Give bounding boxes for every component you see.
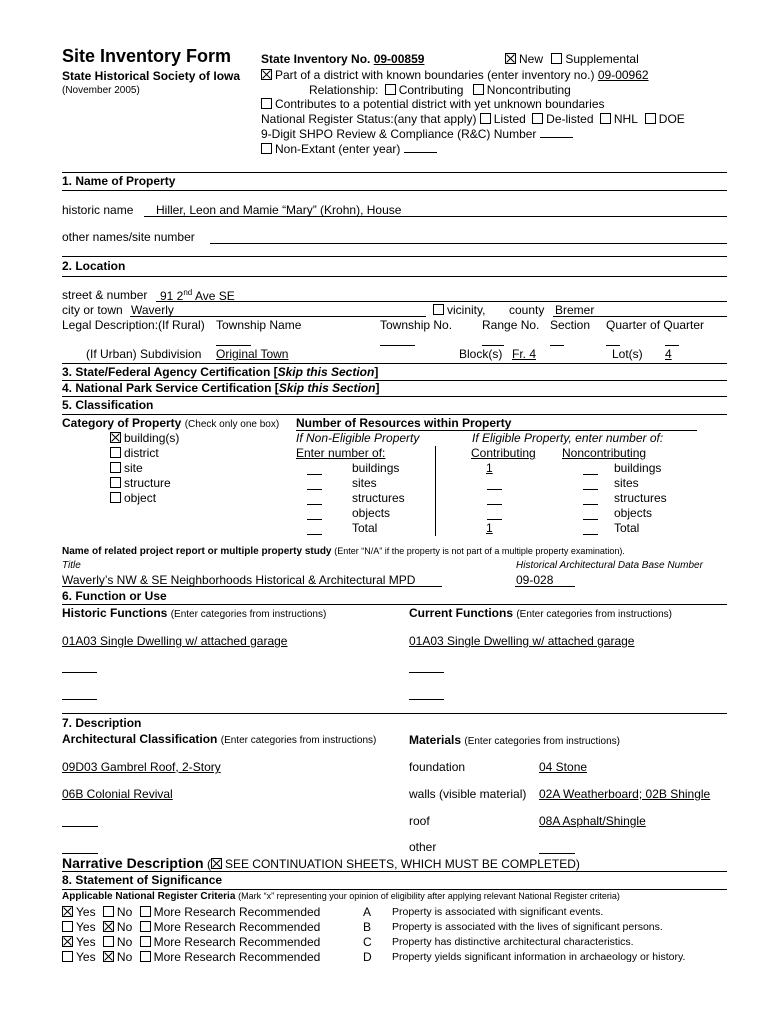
current-functions-note: (Enter categories from instructions) — [516, 609, 672, 620]
township-no-label: Township No. — [380, 318, 453, 332]
resources-heading: Number of Resources within Property — [296, 416, 512, 430]
noncontrib-sites-field[interactable] — [583, 489, 598, 490]
contrib-structures-field[interactable] — [487, 504, 502, 505]
criterion-b-no-checkbox[interactable] — [103, 921, 114, 932]
ne-total-label: Total — [352, 521, 378, 535]
relationship-label: Relationship: — [309, 83, 379, 97]
historic-function-value[interactable]: 01A03 Single Dwelling w/ attached garage — [62, 634, 288, 648]
noncontrib-objects-field[interactable] — [583, 519, 598, 520]
form-date: (November 2005) — [62, 85, 140, 96]
criterion-d-row: Yes No More Research Recommended — [62, 950, 320, 964]
subdivision-value[interactable]: Original Town — [216, 347, 289, 361]
county-value[interactable]: Bremer — [555, 303, 595, 317]
criterion-a-row: Yes No More Research Recommended — [62, 905, 320, 919]
street-label: street & number — [62, 288, 148, 302]
quarter-field[interactable] — [606, 345, 620, 346]
ne-buildings-field[interactable] — [307, 474, 322, 475]
el-buildings-label: buildings — [614, 461, 662, 475]
contrib-total-value[interactable]: 1 — [486, 521, 493, 535]
category-district: district — [110, 446, 159, 460]
related-title-value[interactable]: Waverly’s NW & SE Neighborhoods Historical & Architectural MPD — [62, 573, 416, 587]
criterion-b-letter: B — [363, 920, 372, 934]
roof-label: roof — [409, 814, 430, 828]
vicinity-label: vicinity, — [447, 303, 486, 317]
supplemental-checkbox[interactable] — [551, 53, 562, 64]
district-label: Part of a district with known boundaries (enter inventory no.) — [275, 68, 595, 82]
related-study-note: (Enter “N/A” if the property is not part of a multiple property examination). — [334, 546, 625, 556]
arch-classification-label: Architectural Classification — [62, 732, 218, 746]
county-label: county — [509, 303, 545, 317]
current-function-value[interactable]: 01A03 Single Dwelling w/ attached garage — [409, 634, 635, 648]
ne-sites-field[interactable] — [307, 489, 322, 490]
historic-function-field-2[interactable] — [62, 672, 97, 673]
materials-note: (Enter categories from instructions) — [464, 736, 620, 747]
category-heading — [62, 416, 279, 430]
township-name-label: Township Name — [216, 318, 302, 332]
shpo-field[interactable] — [540, 127, 573, 138]
criterion-d-yes-checkbox[interactable] — [62, 951, 73, 962]
category-object: object — [110, 491, 156, 505]
lots-value[interactable]: 4 — [665, 347, 672, 361]
criterion-b-yes-checkbox[interactable] — [62, 921, 73, 932]
structure-checkbox[interactable] — [110, 477, 121, 488]
vicinity-row — [433, 303, 485, 317]
category-site: site — [110, 461, 143, 475]
enter-number-label: Enter number of: — [296, 446, 386, 460]
form-title: Site Inventory Form — [62, 46, 232, 66]
other-material-field[interactable] — [539, 853, 575, 854]
criteria-heading — [62, 891, 620, 902]
narrative-note: SEE CONTINUATION SHEETS, WHICH MUST BE COMPLETED) — [224, 857, 580, 871]
category-note: (Check only one box) — [184, 419, 280, 430]
new-label: New — [519, 52, 544, 66]
city-value[interactable]: Waverly — [131, 303, 174, 317]
criterion-b-text: Property is associated with the lives of significant persons. — [392, 921, 663, 933]
contrib-buildings-value[interactable]: 1 — [486, 461, 493, 475]
object-checkbox[interactable] — [110, 492, 121, 503]
hadb-value[interactable]: 09-028 — [516, 573, 554, 587]
contributing-col-label: Contributing — [471, 446, 536, 460]
section-8-heading: 8. Statement of Significance — [62, 873, 223, 887]
nhl-label: NHL — [613, 112, 638, 126]
current-functions-heading — [409, 606, 672, 620]
related-study-label: Name of related project report or multiple property study — [62, 546, 332, 557]
shpo-label: 9-Digit SHPO Review & Compliance (R&C) Number — [261, 127, 537, 141]
narrative-row: Narrative Description ( SEE CONTINUATION SHEETS, WHICH MUST BE COMPLETED) — [62, 855, 580, 871]
walls-value[interactable]: 02A Weatherboard; 02B Shingle — [539, 787, 711, 801]
ne-objects-label: objects — [352, 506, 391, 520]
hadb-label: Historical Architectural Data Base Number — [516, 560, 703, 571]
historic-name-label: historic name — [62, 203, 134, 217]
blocks-value[interactable]: Fr. 4 — [512, 347, 537, 361]
contributing-label: Contributing — [398, 83, 464, 97]
arch-class-1[interactable]: 09D03 Gambrel Roof, 2-Story — [62, 760, 221, 774]
potential-district-row — [261, 97, 605, 111]
criterion-d-no-checkbox[interactable] — [103, 951, 114, 962]
district-number: 09-00962 — [597, 68, 649, 82]
non-eligible-label: If Non-Eligible Property — [296, 431, 420, 445]
criterion-b-row: Yes No More Research Recommended — [62, 920, 320, 934]
historic-function-field-3[interactable] — [62, 699, 97, 700]
contrib-objects-field[interactable] — [487, 519, 502, 520]
nr-status-label: National Register Status:(any that apply) — [261, 112, 477, 126]
shpo-row — [261, 127, 573, 141]
arch-class-field-4[interactable] — [62, 853, 98, 854]
relationship-row — [309, 83, 571, 97]
nr-status-row — [261, 112, 685, 126]
ne-total-field[interactable] — [307, 534, 322, 535]
criterion-c-yes-checkbox[interactable] — [62, 936, 73, 947]
listed-label: Listed — [493, 112, 526, 126]
current-functions-label: Current Functions — [409, 606, 513, 620]
doe-label: DOE — [658, 112, 685, 126]
non-extant-year-field[interactable] — [404, 142, 437, 153]
noncontributing-col-label: Noncontributing — [562, 446, 647, 460]
criteria-label: Applicable National Register Criteria — [62, 891, 236, 902]
current-function-field-2[interactable] — [409, 672, 444, 673]
el-objects-label: objects — [614, 506, 653, 520]
historic-name-value[interactable]: Hiller, Leon and Mamie “Mary” (Krohn), House — [156, 203, 402, 217]
non-extant-label: Non-Extant (enter year) — [275, 142, 401, 156]
criterion-b-more-checkbox[interactable] — [140, 921, 151, 932]
narrative-checkbox[interactable] — [211, 858, 222, 869]
quarter-label: Quarter of Quarter — [606, 318, 705, 332]
section-1-heading: 1. Name of Property — [62, 174, 176, 188]
criterion-a-no-checkbox[interactable] — [103, 906, 114, 917]
street-value[interactable]: 91 2nd Ave SE — [160, 288, 235, 303]
other-names-field[interactable] — [210, 243, 727, 244]
noncontributing-checkbox[interactable] — [473, 84, 484, 95]
category-structure: structure — [110, 476, 171, 490]
arch-class-field-3[interactable] — [62, 826, 98, 827]
lots-label: Lot(s) — [612, 347, 643, 361]
ne-structures-field[interactable] — [307, 504, 322, 505]
district-category-checkbox[interactable] — [110, 447, 121, 458]
criterion-c-text: Property has distinctive architectural characteristics. — [392, 936, 634, 948]
criterion-c-row: Yes No More Research Recommended — [62, 935, 320, 949]
criterion-a-more-checkbox[interactable] — [140, 906, 151, 917]
section-label: Section — [550, 318, 591, 332]
range-no-field[interactable] — [482, 345, 504, 346]
doe-checkbox[interactable] — [645, 113, 656, 124]
contributing-checkbox[interactable] — [385, 84, 396, 95]
criterion-d-letter: D — [363, 950, 372, 964]
new-supplemental-row — [505, 52, 639, 66]
org-name: State Historical Society of Iowa — [62, 69, 241, 83]
district-checkbox[interactable] — [261, 69, 272, 80]
criterion-c-no-checkbox[interactable] — [103, 936, 114, 947]
related-study-row — [62, 546, 625, 557]
supplemental-label: Supplemental — [565, 52, 639, 66]
ne-sites-label: sites — [352, 476, 377, 490]
building-checkbox[interactable] — [110, 432, 121, 443]
section-3-heading: 3. State/Federal Agency Certification [Skip this Section] — [62, 365, 379, 379]
materials-heading — [409, 733, 620, 747]
eligible-label: If Eligible Property, enter number of: — [472, 431, 664, 445]
category-label: Category of Property — [62, 416, 182, 430]
el-total-label: Total — [614, 521, 640, 535]
current-function-field-3[interactable] — [409, 699, 444, 700]
noncontrib-structures-field[interactable] — [583, 504, 598, 505]
non-extant-checkbox[interactable] — [261, 143, 272, 154]
walls-label: walls (visible material) — [409, 787, 527, 801]
criterion-a-text: Property is associated with significant events. — [392, 906, 604, 918]
arch-classification-note: (Enter categories from instructions) — [220, 735, 377, 746]
criteria-note: (Mark “x” representing your opinion of eligibility after applying relevant National Register criteria) — [238, 891, 620, 901]
nhl-checkbox[interactable] — [600, 113, 611, 124]
section-6-heading: 6. Function or Use — [62, 589, 167, 603]
foundation-label: foundation — [409, 760, 466, 774]
ne-objects-field[interactable] — [307, 519, 322, 520]
city-label: city or town — [62, 303, 123, 317]
title-label: Title — [62, 560, 81, 571]
section-field[interactable] — [550, 345, 564, 346]
range-no-label: Range No. — [482, 318, 540, 332]
district-row — [261, 68, 649, 82]
new-checkbox[interactable] — [505, 53, 516, 64]
roof-value[interactable]: 08A Asphalt/Shingle — [539, 814, 646, 828]
township-name-field[interactable] — [216, 345, 251, 346]
el-sites-label: sites — [614, 476, 639, 490]
vicinity-checkbox[interactable] — [433, 304, 444, 315]
site-checkbox[interactable] — [110, 462, 121, 473]
ne-buildings-label: buildings — [352, 461, 400, 475]
inventory-number-row — [261, 52, 446, 66]
non-extant-row — [261, 142, 437, 156]
narrative-label: Narrative Description — [62, 855, 204, 871]
township-no-field[interactable] — [380, 345, 415, 346]
section-2-heading: 2. Location — [62, 259, 126, 273]
foundation-value[interactable]: 04 Stone — [539, 760, 588, 774]
category-building: building(s) — [110, 431, 179, 445]
inventory-number: 09-00859 — [373, 52, 425, 66]
ne-structures-label: structures — [352, 491, 405, 505]
historic-functions-heading — [62, 606, 326, 620]
section-4-heading: 4. National Park Service Certification [Skip this Section] — [62, 381, 380, 395]
noncontrib-total-field[interactable] — [583, 534, 598, 535]
other-material-label: other — [409, 840, 437, 854]
historic-functions-label: Historic Functions — [62, 606, 168, 620]
potential-district-label: Contributes to a potential district with yet unknown boundaries — [275, 97, 605, 111]
section-7-heading: 7. Description — [62, 716, 142, 730]
noncontributing-label: Noncontributing — [486, 83, 571, 97]
legal-description-label: Legal Description:(If Rural) — [62, 318, 205, 332]
blocks-label: Block(s) — [459, 347, 503, 361]
delisted-checkbox[interactable] — [532, 113, 543, 124]
other-names-label: other names/site number — [62, 230, 195, 244]
materials-label: Materials — [409, 733, 462, 747]
contrib-sites-field[interactable] — [487, 489, 502, 490]
criterion-d-more-checkbox[interactable] — [140, 951, 151, 962]
arch-classification-heading — [62, 732, 376, 746]
historic-functions-note: (Enter categories from instructions) — [170, 609, 327, 620]
section-5-heading: 5. Classification — [62, 398, 154, 412]
arch-class-2[interactable]: 06B Colonial Revival — [62, 787, 173, 801]
quarter-of-quarter-field[interactable] — [665, 345, 679, 346]
criterion-a-yes-checkbox[interactable] — [62, 906, 73, 917]
criterion-d-text: Property yields significant information in archaeology or history. — [392, 951, 686, 963]
delisted-label: De-listed — [546, 112, 594, 126]
criterion-c-letter: C — [363, 935, 372, 949]
criterion-a-letter: A — [363, 905, 372, 919]
potential-district-checkbox[interactable] — [261, 98, 272, 109]
inventory-label: State Inventory No. — [261, 52, 371, 66]
listed-checkbox[interactable] — [480, 113, 491, 124]
criterion-c-more-checkbox[interactable] — [140, 936, 151, 947]
urban-subdivision-label: (If Urban) Subdivision — [86, 347, 202, 361]
el-structures-label: structures — [614, 491, 667, 505]
noncontrib-buildings-field[interactable] — [583, 474, 598, 475]
